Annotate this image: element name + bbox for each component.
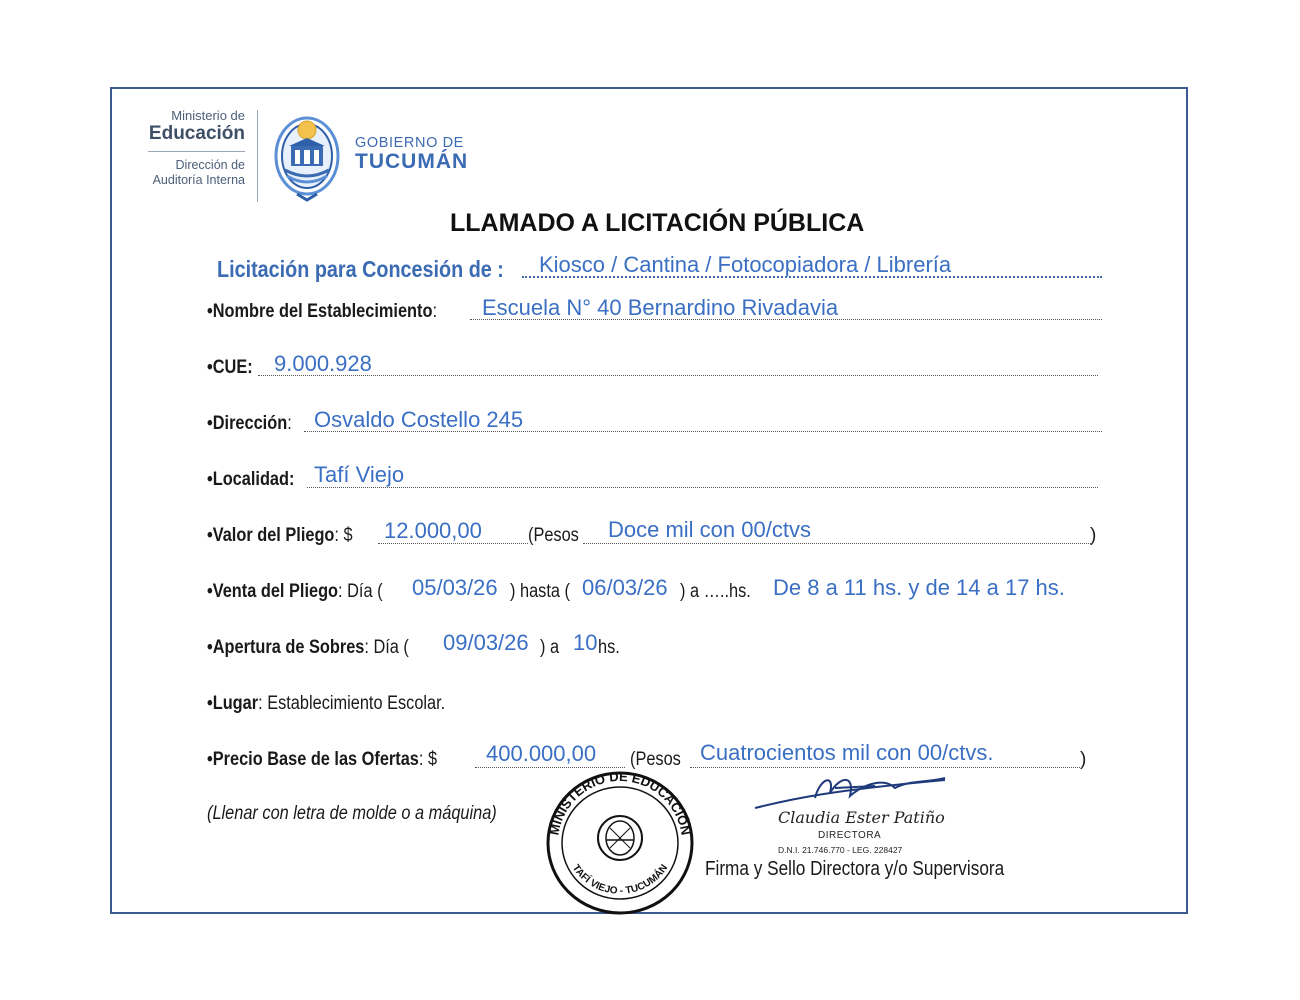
signature-name: Claudia Ester Patiño xyxy=(778,808,945,827)
valor-pesos xyxy=(528,525,587,547)
cue-label: CUE: xyxy=(212,357,253,378)
svg-text:TAFÍ VIEJO - TUCUMÁN xyxy=(570,863,670,897)
ministry-sub1: Dirección de xyxy=(175,158,245,172)
nombre-label: Nombre del Establecimiento xyxy=(212,301,433,322)
apertura-a-text: ) a xyxy=(540,637,560,658)
localidad-line xyxy=(307,487,1098,488)
apertura-label: Apertura de Sobres xyxy=(212,637,365,658)
apertura-time: 10 xyxy=(573,630,598,655)
venta-label: Venta del Pliego xyxy=(212,581,339,602)
gov-top: GOBIERNO DE xyxy=(355,135,464,151)
venta-a-hs xyxy=(680,581,762,603)
ministry-divider xyxy=(148,151,245,152)
signature-scribble xyxy=(745,768,955,813)
venta-a-hs-text: ) a …..hs. xyxy=(680,581,751,602)
precio-pesos-label: (Pesos xyxy=(630,749,681,770)
concession-row xyxy=(217,256,551,283)
svg-text:MINISTERIO DE EDUCACIÓN xyxy=(546,769,693,836)
venta-hours: De 8 a 11 hs. y de 14 a 17 hs. xyxy=(773,575,1065,600)
valor-value: 12.000,00 xyxy=(384,518,482,543)
venta-from: 05/03/26 xyxy=(412,575,498,600)
field-lugar: •Lugar: Establecimiento Escolar. xyxy=(207,693,446,714)
fill-note xyxy=(207,803,544,825)
valor-pesos-label: (Pesos xyxy=(528,525,579,546)
ministry-main: Educación xyxy=(148,123,245,144)
venta-to: 06/03/26 xyxy=(582,575,668,600)
seal-bottom-text: TAFÍ VIEJO - TUCUMÁN xyxy=(569,862,671,897)
apertura-hs-text: hs. xyxy=(598,637,620,658)
gov-main: TUCUMÁN xyxy=(355,150,469,173)
valor-label: Valor del Pliego xyxy=(212,525,335,546)
precio-close: ) xyxy=(1080,749,1087,770)
concession-label: Licitación para Concesión de : xyxy=(217,256,504,282)
apertura-a xyxy=(540,637,562,659)
tucuman-shield-icon xyxy=(271,108,343,202)
precio-words: Cuatrocientos mil con 00/ctvs. xyxy=(700,740,994,765)
venta-hasta xyxy=(510,581,580,603)
page-title: LLAMADO A LICITACIÓN PÚBLICA xyxy=(450,209,865,237)
field-apertura: •Apertura de Sobres: Día ( xyxy=(207,637,409,658)
lugar-value: : Establecimiento Escolar. xyxy=(258,693,446,714)
valor-close: ) xyxy=(1090,525,1097,546)
logo-divider xyxy=(257,110,258,202)
signature-dni: D.N.I. 21.746.770 - LEG. 228427 xyxy=(778,845,903,855)
venta-hasta-text: ) hasta ( xyxy=(510,581,570,602)
ministry-logo xyxy=(120,108,245,188)
field-venta: •Venta del Pliego: Día ( xyxy=(207,581,383,602)
nombre-value: Escuela N° 40 Bernardino Rivadavia xyxy=(482,295,839,320)
field-valor: •Valor del Pliego: $ xyxy=(207,525,353,546)
direccion-value: Osvaldo Costello 245 xyxy=(314,407,524,432)
localidad-value: Tafí Viejo xyxy=(314,462,405,487)
lugar-label: Lugar xyxy=(212,693,259,714)
field-cue: •CUE: xyxy=(207,357,253,378)
field-nombre: •Nombre del Establecimiento: xyxy=(207,301,438,322)
direccion-label: Dirección xyxy=(212,413,288,434)
seal-outer-text: MINISTERIO DE EDUCACIÓN xyxy=(546,768,694,837)
fill-note-text: (Llenar con letra de molde o a máquina) xyxy=(207,803,497,824)
field-precio: •Precio Base de las Ofertas: $ xyxy=(207,749,438,770)
valor-words-line xyxy=(583,543,1091,544)
ministry-sub2: Auditoría Interna xyxy=(152,173,245,187)
cue-line xyxy=(258,375,1098,376)
school-seal xyxy=(540,768,700,918)
cue-value: 9.000.928 xyxy=(274,351,372,376)
valor-words: Doce mil con 00/ctvs xyxy=(608,517,811,542)
localidad-label: Localidad: xyxy=(212,469,295,490)
field-direccion: •Dirección: xyxy=(207,413,292,434)
apertura-hs xyxy=(598,637,623,659)
precio-value: 400.000,00 xyxy=(486,741,597,766)
venta-dia: : Día ( xyxy=(338,581,383,602)
ministry-top: Ministerio de xyxy=(171,108,245,123)
signature-role: DIRECTORA xyxy=(818,830,882,841)
precio-label: Precio Base de las Ofertas xyxy=(212,749,419,770)
apertura-dia: : Día ( xyxy=(364,637,409,658)
valor-currency: : $ xyxy=(334,525,353,546)
signature-caption-text: Firma y Sello Directora y/o Supervisora xyxy=(705,858,1005,880)
concession-value: Kiosco / Cantina / Fotocopiadora / Librería xyxy=(539,252,952,277)
signature-caption xyxy=(705,858,1053,881)
apertura-date: 09/03/26 xyxy=(443,630,529,655)
precio-currency: : $ xyxy=(418,749,438,770)
field-localidad: •Localidad: xyxy=(207,469,295,490)
gov-logo-text xyxy=(355,135,468,173)
